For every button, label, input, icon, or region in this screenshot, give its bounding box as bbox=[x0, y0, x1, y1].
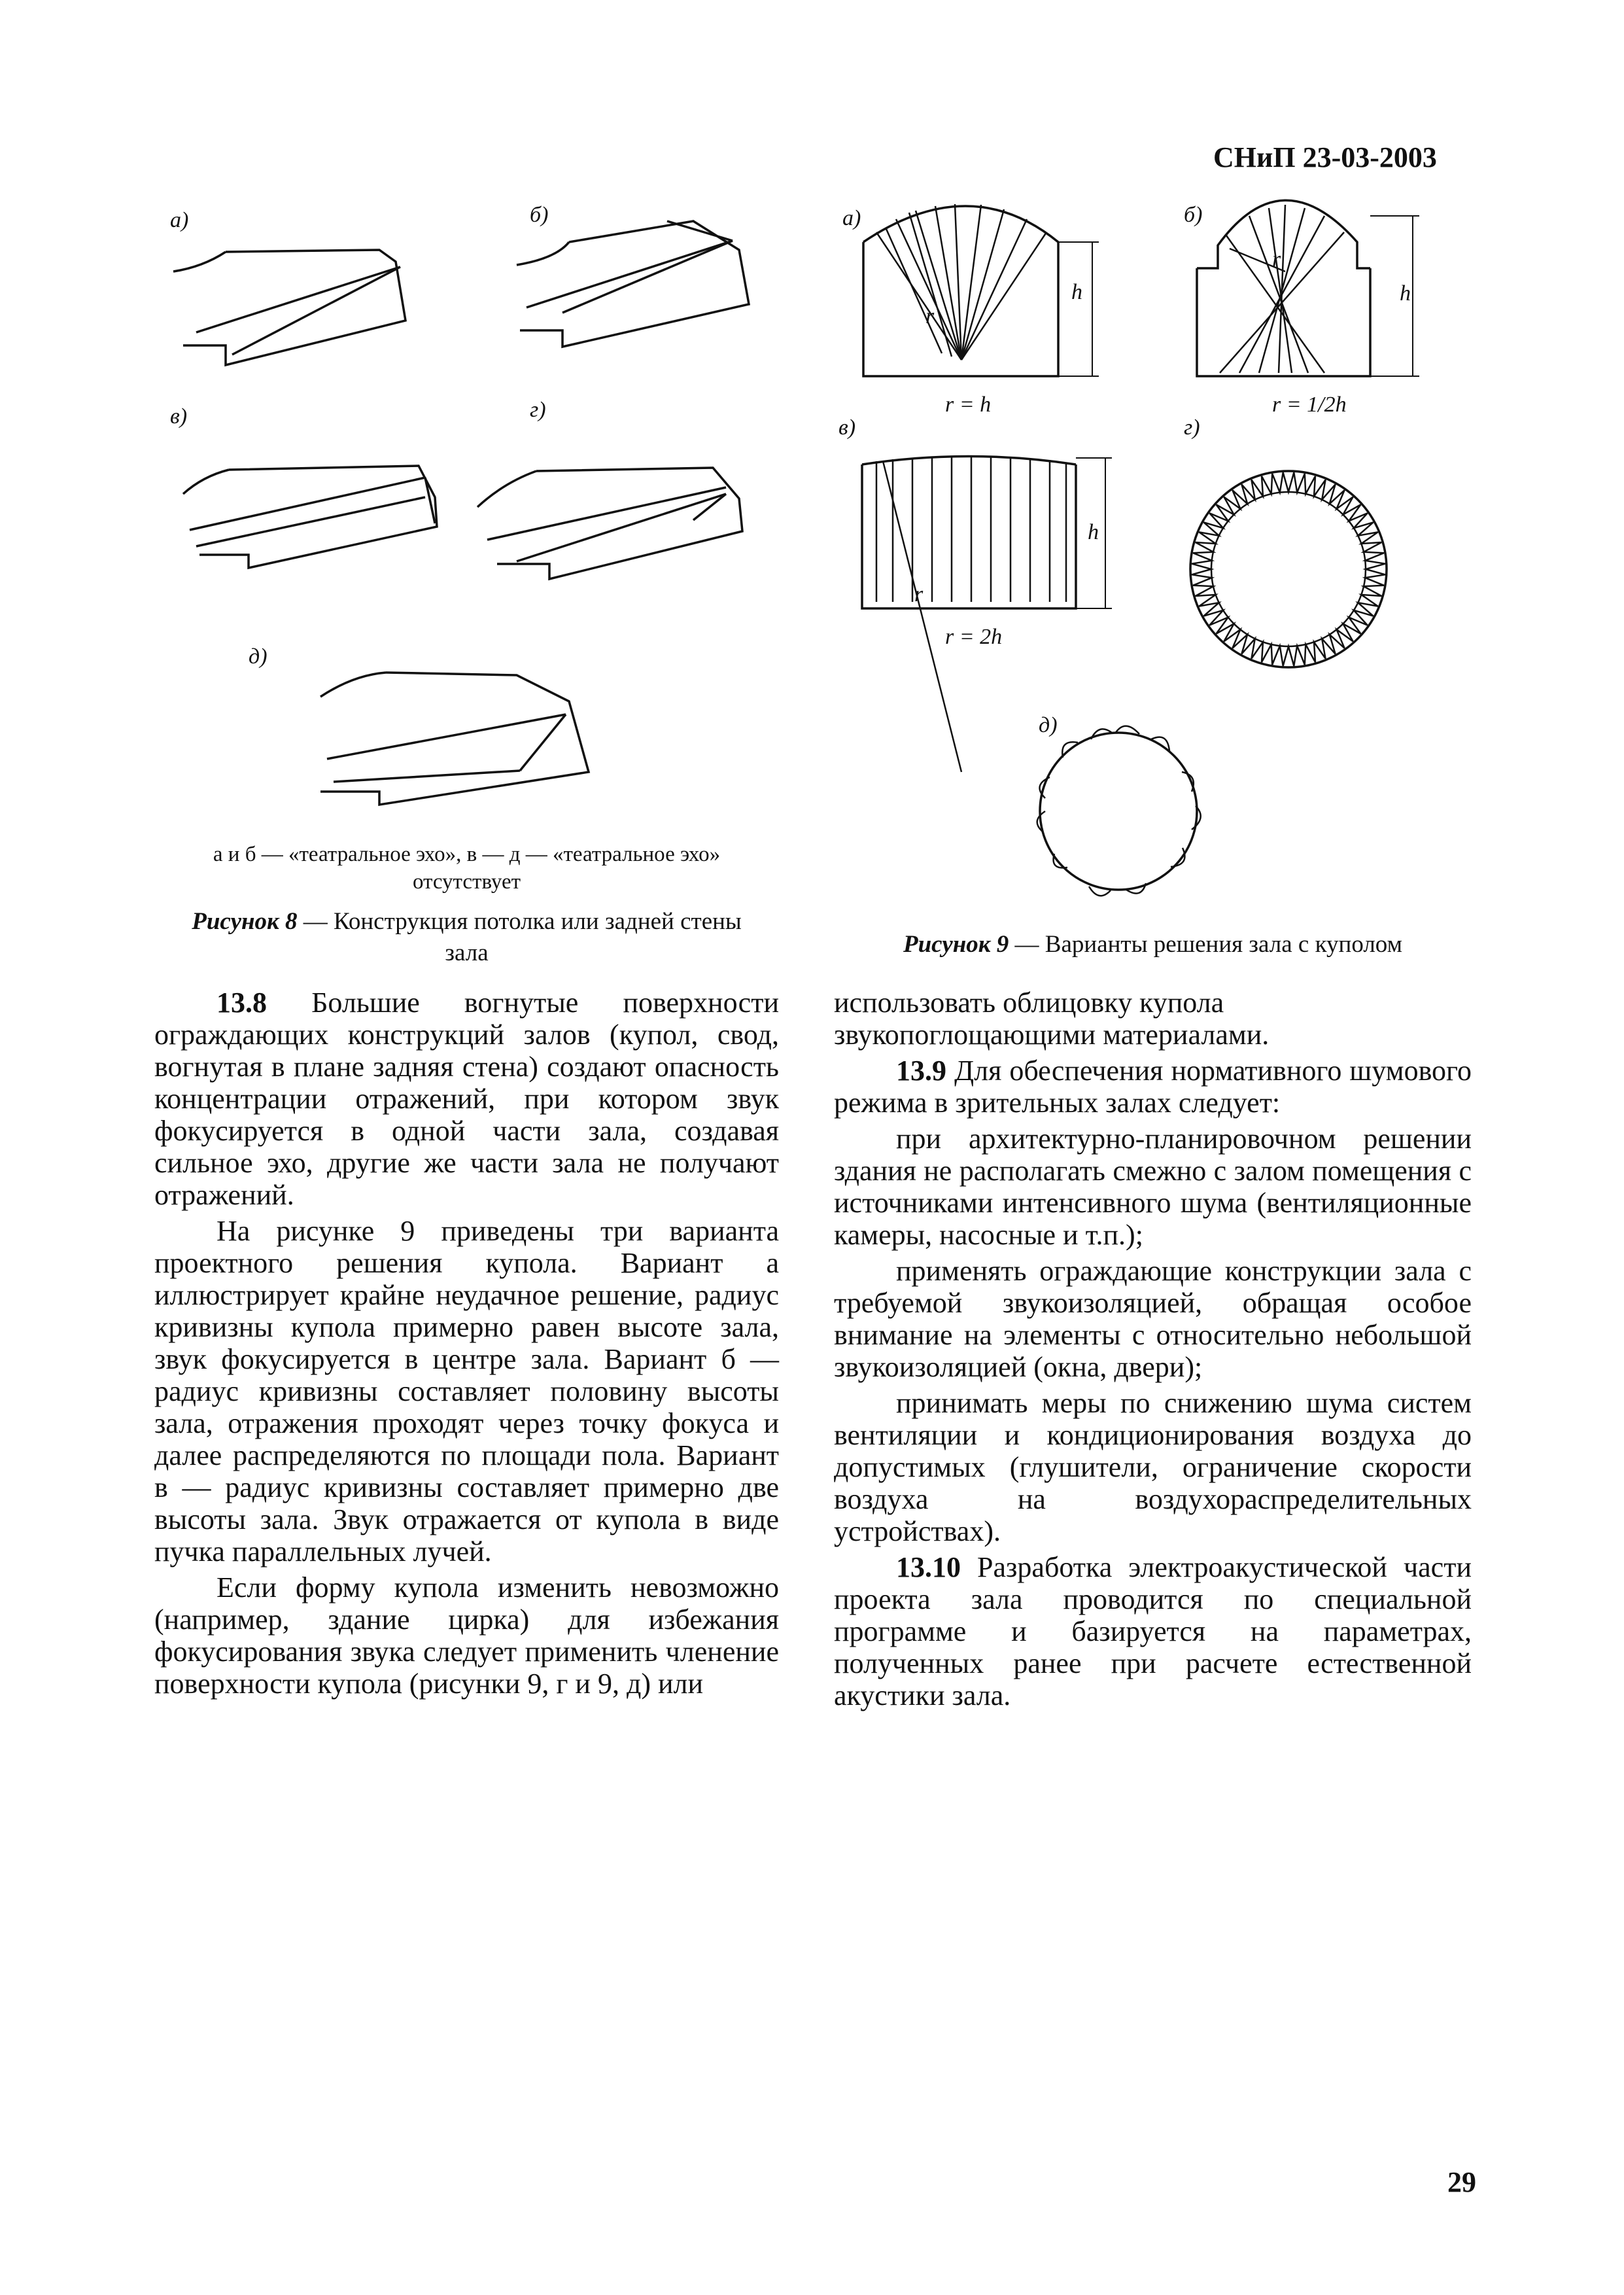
fig8-sketch-a bbox=[173, 250, 406, 365]
fig9-b-h-label: h bbox=[1400, 281, 1411, 306]
fig9-sketch-d bbox=[1037, 726, 1201, 896]
fig8-label-a: а) bbox=[170, 208, 189, 232]
paragraph-text: Большие вогнутые поверхности ограждающих конструкций залов (купол, свод, вогнутая в плане задняя стена) создают опасность концентрации отражений, при котором звук фокусируется в одной части зала, создавая сильное эхо, другие же части зала не получают отражений. bbox=[154, 987, 779, 1211]
fig9-sketch-g bbox=[1190, 471, 1387, 667]
figure-8 bbox=[150, 196, 791, 850]
paragraph-text: На рисунке 9 приведены три варианта проектного решения купола. Вариант а иллюстрирует крайне неудачное решение, радиус кривизны купола примерно равен высоте зала, звук фокусируется в центре зала. Вариант б — радиус кривизны составляет половину высоты зала, отражения проходят через точку фокуса и далее распределяются по площади пола. Вариант в — радиус кривизны составляет примерно две высоты зала. Звук отражается от купола в виде пучка параллельных лучей. bbox=[154, 1215, 779, 1568]
right-column bbox=[834, 987, 1472, 1711]
figure-8-note bbox=[154, 841, 779, 896]
fig8-label-d: д) bbox=[249, 644, 268, 669]
paragraph-13-8 bbox=[154, 987, 779, 1211]
paragraph bbox=[834, 1387, 1472, 1547]
fig8-sketch-g bbox=[477, 468, 742, 579]
paragraph-text: применять ограждающие конструкции зала с требуемой звукоизоляцией, обращая особое внимание на элементы с относительно небольшой звукоизоляцией (окна, двери); bbox=[834, 1255, 1472, 1383]
paragraph-13-10 bbox=[834, 1551, 1472, 1711]
paragraph-text: Если форму купола изменить невозможно (например, здание цирка) для избежания фокусирования звука следует применить членение поверхности купола (рисунки 9, г и 9, д) или bbox=[154, 1571, 779, 1700]
fig9-v-formula: r = 2h bbox=[945, 625, 1003, 649]
fig9-a-r-label: r bbox=[925, 304, 935, 328]
figure-8-note-line1: а и б — «театральное эхо», в — д — «театральное эхо» bbox=[213, 843, 721, 866]
fig8-sketch-v bbox=[183, 466, 437, 568]
fig8-label-v: в) bbox=[170, 404, 188, 429]
figure-9-caption bbox=[834, 929, 1472, 960]
figure-9-caption-text: — Варианты решения зала с куполом bbox=[1009, 931, 1403, 958]
figure-8-note-line2: отсутствует bbox=[412, 870, 521, 894]
paragraph bbox=[834, 1255, 1472, 1383]
fig9-b-r-label: r bbox=[1272, 247, 1281, 272]
fig9-label-g: г) bbox=[1184, 415, 1200, 440]
paragraph bbox=[154, 1215, 779, 1568]
page-number: 29 bbox=[1447, 2166, 1476, 2198]
fig9-v-r-label: r bbox=[914, 582, 924, 606]
fig9-v-h-label: h bbox=[1088, 520, 1099, 544]
fig8-sketch-d bbox=[320, 673, 589, 805]
fig9-label-b: б) bbox=[1184, 203, 1203, 227]
fig8-label-g: г) bbox=[530, 398, 546, 422]
figure-8-caption-line2: зала bbox=[445, 939, 489, 966]
paragraph bbox=[834, 987, 1472, 1051]
fig9-a-formula: r = h bbox=[945, 393, 992, 417]
document-code: СНиП 23-03-2003 bbox=[1213, 141, 1437, 173]
figure-8-caption bbox=[154, 906, 779, 969]
fig8-label-b: б) bbox=[530, 203, 549, 227]
fig9-a-h-label: h bbox=[1071, 280, 1082, 304]
fig9-label-d: д) bbox=[1039, 713, 1058, 737]
figure-8-caption-lead: Рисунок 8 bbox=[192, 908, 298, 935]
paragraph-text: Для обеспечения нормативного шумового режима в зрительных залах следует: bbox=[834, 1055, 1472, 1119]
fig8-sketch-b bbox=[517, 221, 749, 347]
paragraph-text: использовать облицовку купола звукопоглощающими материалами. bbox=[834, 987, 1270, 1051]
section-number: 13.9 bbox=[896, 1055, 946, 1087]
paragraph bbox=[834, 1123, 1472, 1251]
fig9-sketch-b bbox=[1197, 200, 1419, 376]
figure-9 bbox=[831, 196, 1478, 936]
fig9-sketch-a bbox=[863, 204, 1099, 376]
fig9-label-a: а) bbox=[842, 206, 861, 230]
paragraph-text: Разработка электроакустической части проекта зала проводится по специальной программе и базируется на параметрах, полученных ранее при расчете естественной акустики зала. bbox=[834, 1551, 1472, 1711]
fig9-b-formula: r = 1/2h bbox=[1272, 393, 1347, 417]
figure-8-caption-text: — Конструкция потолка или задней стены bbox=[297, 908, 742, 935]
paragraph-13-9 bbox=[834, 1055, 1472, 1119]
figure-9-caption-lead: Рисунок 9 bbox=[903, 931, 1009, 958]
section-number: 13.10 bbox=[896, 1551, 961, 1583]
fig9-sketch-v bbox=[862, 456, 1112, 772]
paragraph-text: принимать меры по снижению шума систем вентиляции и кондиционирования воздуха до допустимых (глушители, ограничение скорости воздуха на воздухораспределительных устройствах). bbox=[834, 1387, 1472, 1547]
figure-8-drawing bbox=[150, 196, 791, 850]
paragraph bbox=[154, 1571, 779, 1700]
section-number: 13.8 bbox=[216, 987, 267, 1019]
left-column bbox=[154, 987, 779, 1700]
paragraph-text: при архитектурно-планировочном решении здания не располагать смежно с залом помещения с источниками интенсивного шума (вентиляционные камеры, насосные и т.п.); bbox=[834, 1123, 1472, 1251]
fig9-label-v: в) bbox=[838, 415, 856, 440]
